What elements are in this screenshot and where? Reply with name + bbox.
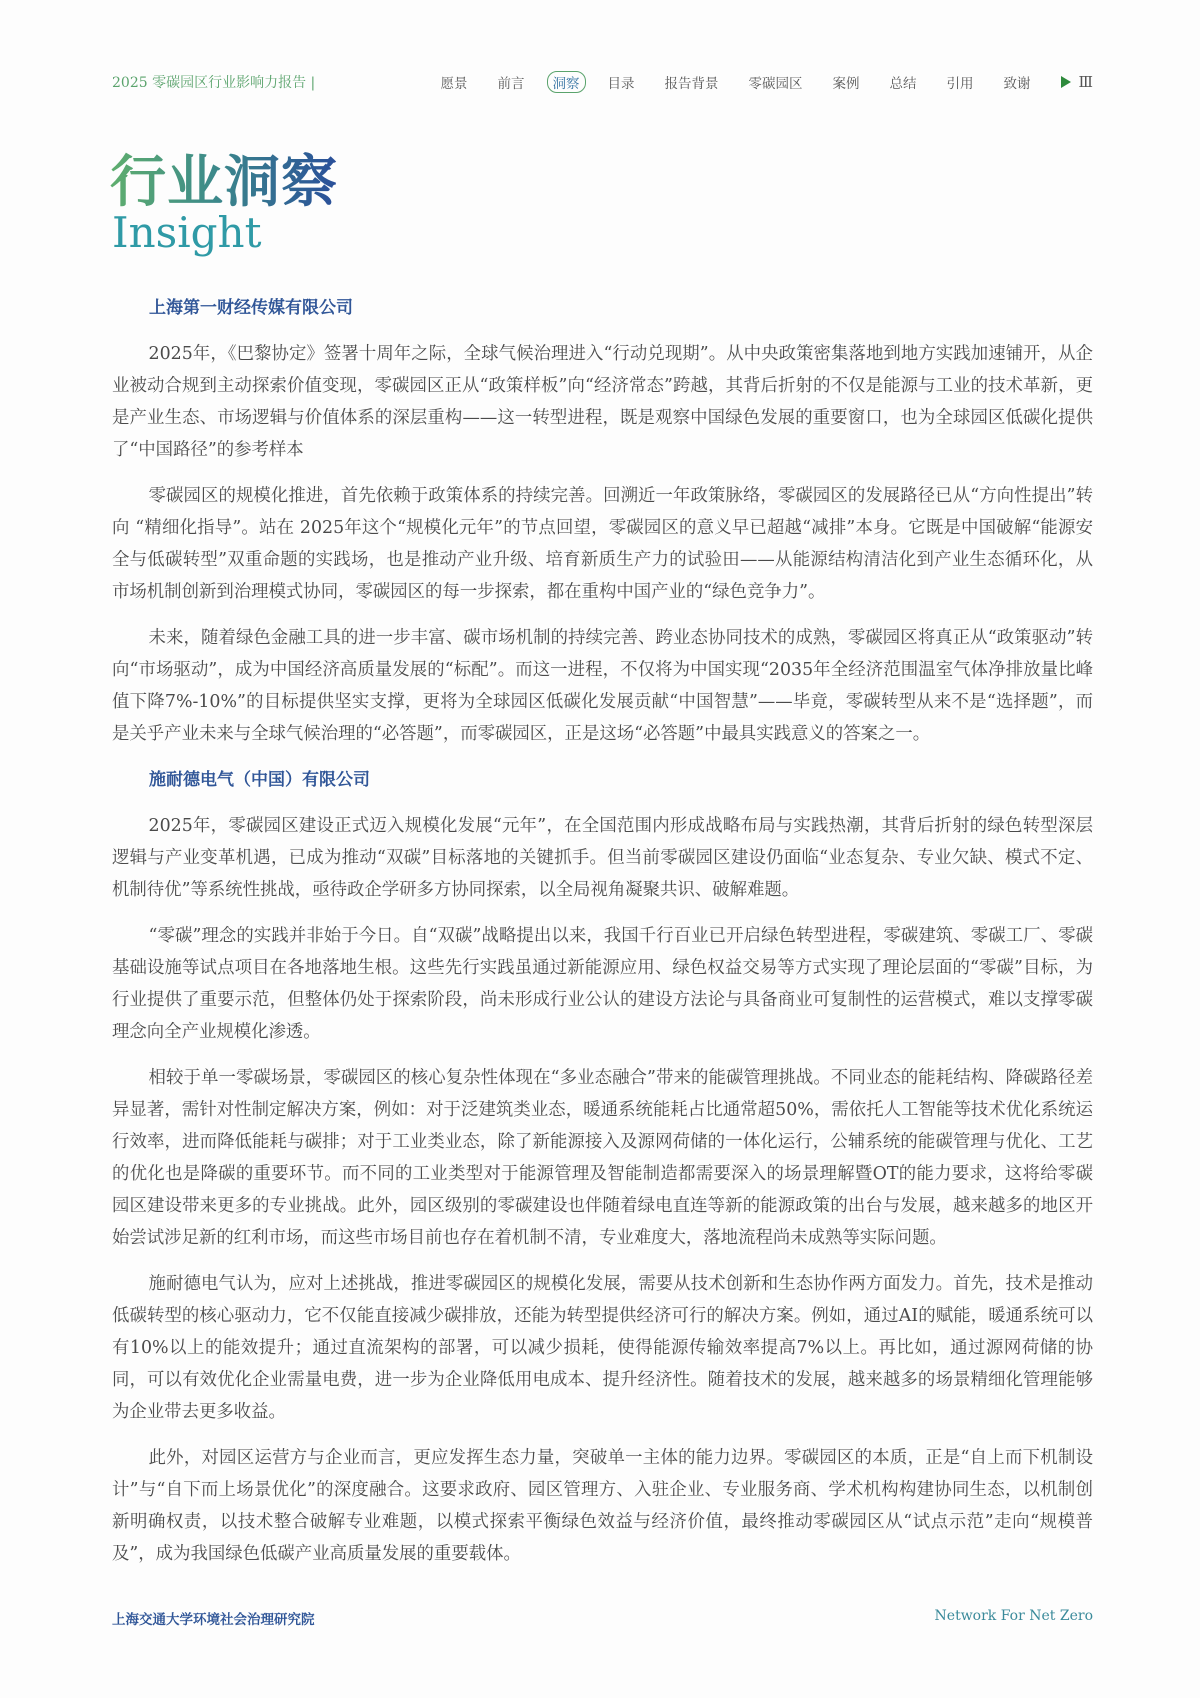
nav-item-contents[interactable]: 目录	[607, 76, 635, 92]
nav-item-insight[interactable]: 洞察	[547, 71, 586, 93]
section-heading: 施耐德电气（中国）有限公司	[149, 770, 370, 790]
play-icon[interactable]	[1061, 76, 1071, 88]
paragraph: 2025年，零碳园区建设正式迈入规模化发展“元年”，在全国范围内形成战略布局与实践热潮，其背后折射的绿色转型深层逻辑与产业变革机遇，已成为推动“双碳”目标落地的关键抓手。但当前零碳园区建设仍面临“业态复杂、专业欠缺、模式不定、机制待优”等系统性挑战，亟待政企学研多方协同探索，以全局视角凝聚共识、破解难题。	[112, 816, 1093, 900]
paragraph: 零碳园区的规模化推进，首先依赖于政策体系的持续完善。回溯近一年政策脉络，零碳园区的发展路径已从“方向性提出”转向 “精细化指导”。站在 2025年这个“规模化元年”的节点回望，零碳园区的意义早已超越“减排”本身。它既是中国破解“能源安全与低碳转型”双重命题的实践场，也是推动产业升级、培育新质生产力的试验田——从能源结构清洁化到产业生态循环化，从市场机制创新到治理模式协同，零碳园区的每一步探索，都在重构中国产业的“绿色竞争力”。	[112, 486, 1093, 602]
paragraph: 2025年，《巴黎协定》签署十周年之际，全球气候治理进入“行动兑现期”。从中央政策密集落地到地方实践加速铺开，从企业被动合规到主动探索价值变现，零碳园区正从“政策样板”向“经济常态”跨越，其背后折射的不仅是能源与工业的技术革新，更是产业生态、市场逻辑与价值体系的深层重构——这一转型进程，既是观察中国绿色发展的重要窗口，也为全球园区低碳化提供了“中国路径”的参考样本	[112, 344, 1093, 460]
paragraph: “零碳”理念的实践并非始于今日。自“双碳”战略提出以来，我国千行百业已开启绿色转型进程，零碳建筑、零碳工厂、零碳基础设施等试点项目在各地落地生根。这些先行实践虽通过新能源应用、绿色权益交易等方式实现了理论层面的“零碳”目标，为行业提供了重要示范，但整体仍处于探索阶段，尚未形成行业公认的建设方法论与具备商业可复制性的运营模式，难以支撑零碳理念向全产业规模化渗透。	[112, 926, 1093, 1042]
footer-brand: Network For Net Zero	[934, 1608, 1093, 1624]
footer-institution: 上海交通大学环境社会治理研究院	[112, 1612, 315, 1628]
top-nav	[411, 71, 1093, 93]
nav-item-background[interactable]: 报告背景	[664, 76, 719, 92]
page-title: 行业洞察	[110, 138, 338, 218]
report-title: 2025 零碳园区行业影响力报告 |	[112, 75, 316, 91]
section-heading: 上海第一财经传媒有限公司	[149, 298, 353, 318]
page-subtitle: Insight	[112, 208, 262, 257]
nav-item-summary[interactable]: 总结	[889, 76, 917, 92]
nav-item-acknowledgements[interactable]: 致谢	[1003, 76, 1031, 92]
nav-item-cases[interactable]: 案例	[832, 76, 860, 92]
paragraph: 相较于单一零碳场景，零碳园区的核心复杂性体现在“多业态融合”带来的能碳管理挑战。不同业态的能耗结构、降碳路径差异显著，需针对性制定解决方案，例如：对于泛建筑类业态，暖通系统能耗占比通常超50%，需依托人工智能等技术优化系统运行效率，进而降低能耗与碳排；对于工业类业态，除了新能源接入及源网荷储的一体化运行，公辅系统的能碳管理与优化、工艺的优化也是降碳的重要环节。而不同的工业类型对于能源管理及智能制造都需要深入的场景理解暨OT的能力要求，这将给零碳园区建设带来更多的专业挑战。此外，园区级别的零碳建设也伴随着绿电直连等新的能源政策的出台与发展，越来越多的地区开始尝试涉足新的红利市场，而这些市场目前也存在着机制不清，专业难度大，落地流程尚未成熟等实际问题。	[112, 1068, 1093, 1248]
main-content	[112, 292, 1093, 1584]
nav-item-vision[interactable]: 愿景	[440, 76, 468, 92]
paragraph: 此外，对园区运营方与企业而言，更应发挥生态力量，突破单一主体的能力边界。零碳园区的本质，正是“自上而下机制设计”与“自下而上场景优化”的深度融合。这要求政府、园区管理方、入驻企业、专业服务商、学术机构构建协同生态，以机制创新明确权责，以技术整合破解专业难题，以模式探索平衡绿色效益与经济价值，最终推动零碳园区从“试点示范”走向“规模普及”，成为我国绿色低碳产业高质量发展的重要载体。	[112, 1448, 1093, 1564]
nav-item-preface[interactable]: 前言	[497, 76, 525, 92]
nav-item-references[interactable]: 引用	[946, 76, 974, 92]
page-header	[112, 70, 1093, 94]
paragraph: 施耐德电气认为，应对上述挑战，推进零碳园区的规模化发展，需要从技术创新和生态协作两方面发力。首先，技术是推动低碳转型的核心驱动力，它不仅能直接减少碳排放，还能为转型提供经济可行的解决方案。例如，通过AI的赋能，暖通系统可以有10%以上的能效提升；通过直流架构的部署，可以减少损耗，使得能源传输效率提高7%以上。再比如，通过源网荷储的协同，可以有效优化企业需量电费，进一步为企业降低用电成本、提升经济性。随着技术的发展，越来越多的场景精细化管理能够为企业带去更多收益。	[112, 1274, 1093, 1422]
menu-icon[interactable]: Ⅲ	[1078, 73, 1093, 91]
nav-item-zero-carbon-park[interactable]: 零碳园区	[748, 76, 803, 92]
paragraph: 未来，随着绿色金融工具的进一步丰富、碳市场机制的持续完善、跨业态协同技术的成熟，零碳园区将真正从“政策驱动”转向“市场驱动”，成为中国经济高质量发展的“标配”。而这一进程，不仅将为中国实现“2035年全经济范围温室气体净排放量比峰值下降7%-10%”的目标提供坚实支撑，更将为全球园区低碳化发展贡献“中国智慧”——毕竟，零碳转型从来不是“选择题”，而是关乎产业未来与全球气候治理的“必答题”，而零碳园区，正是这场“必答题”中最具实践意义的答案之一。	[112, 628, 1093, 744]
